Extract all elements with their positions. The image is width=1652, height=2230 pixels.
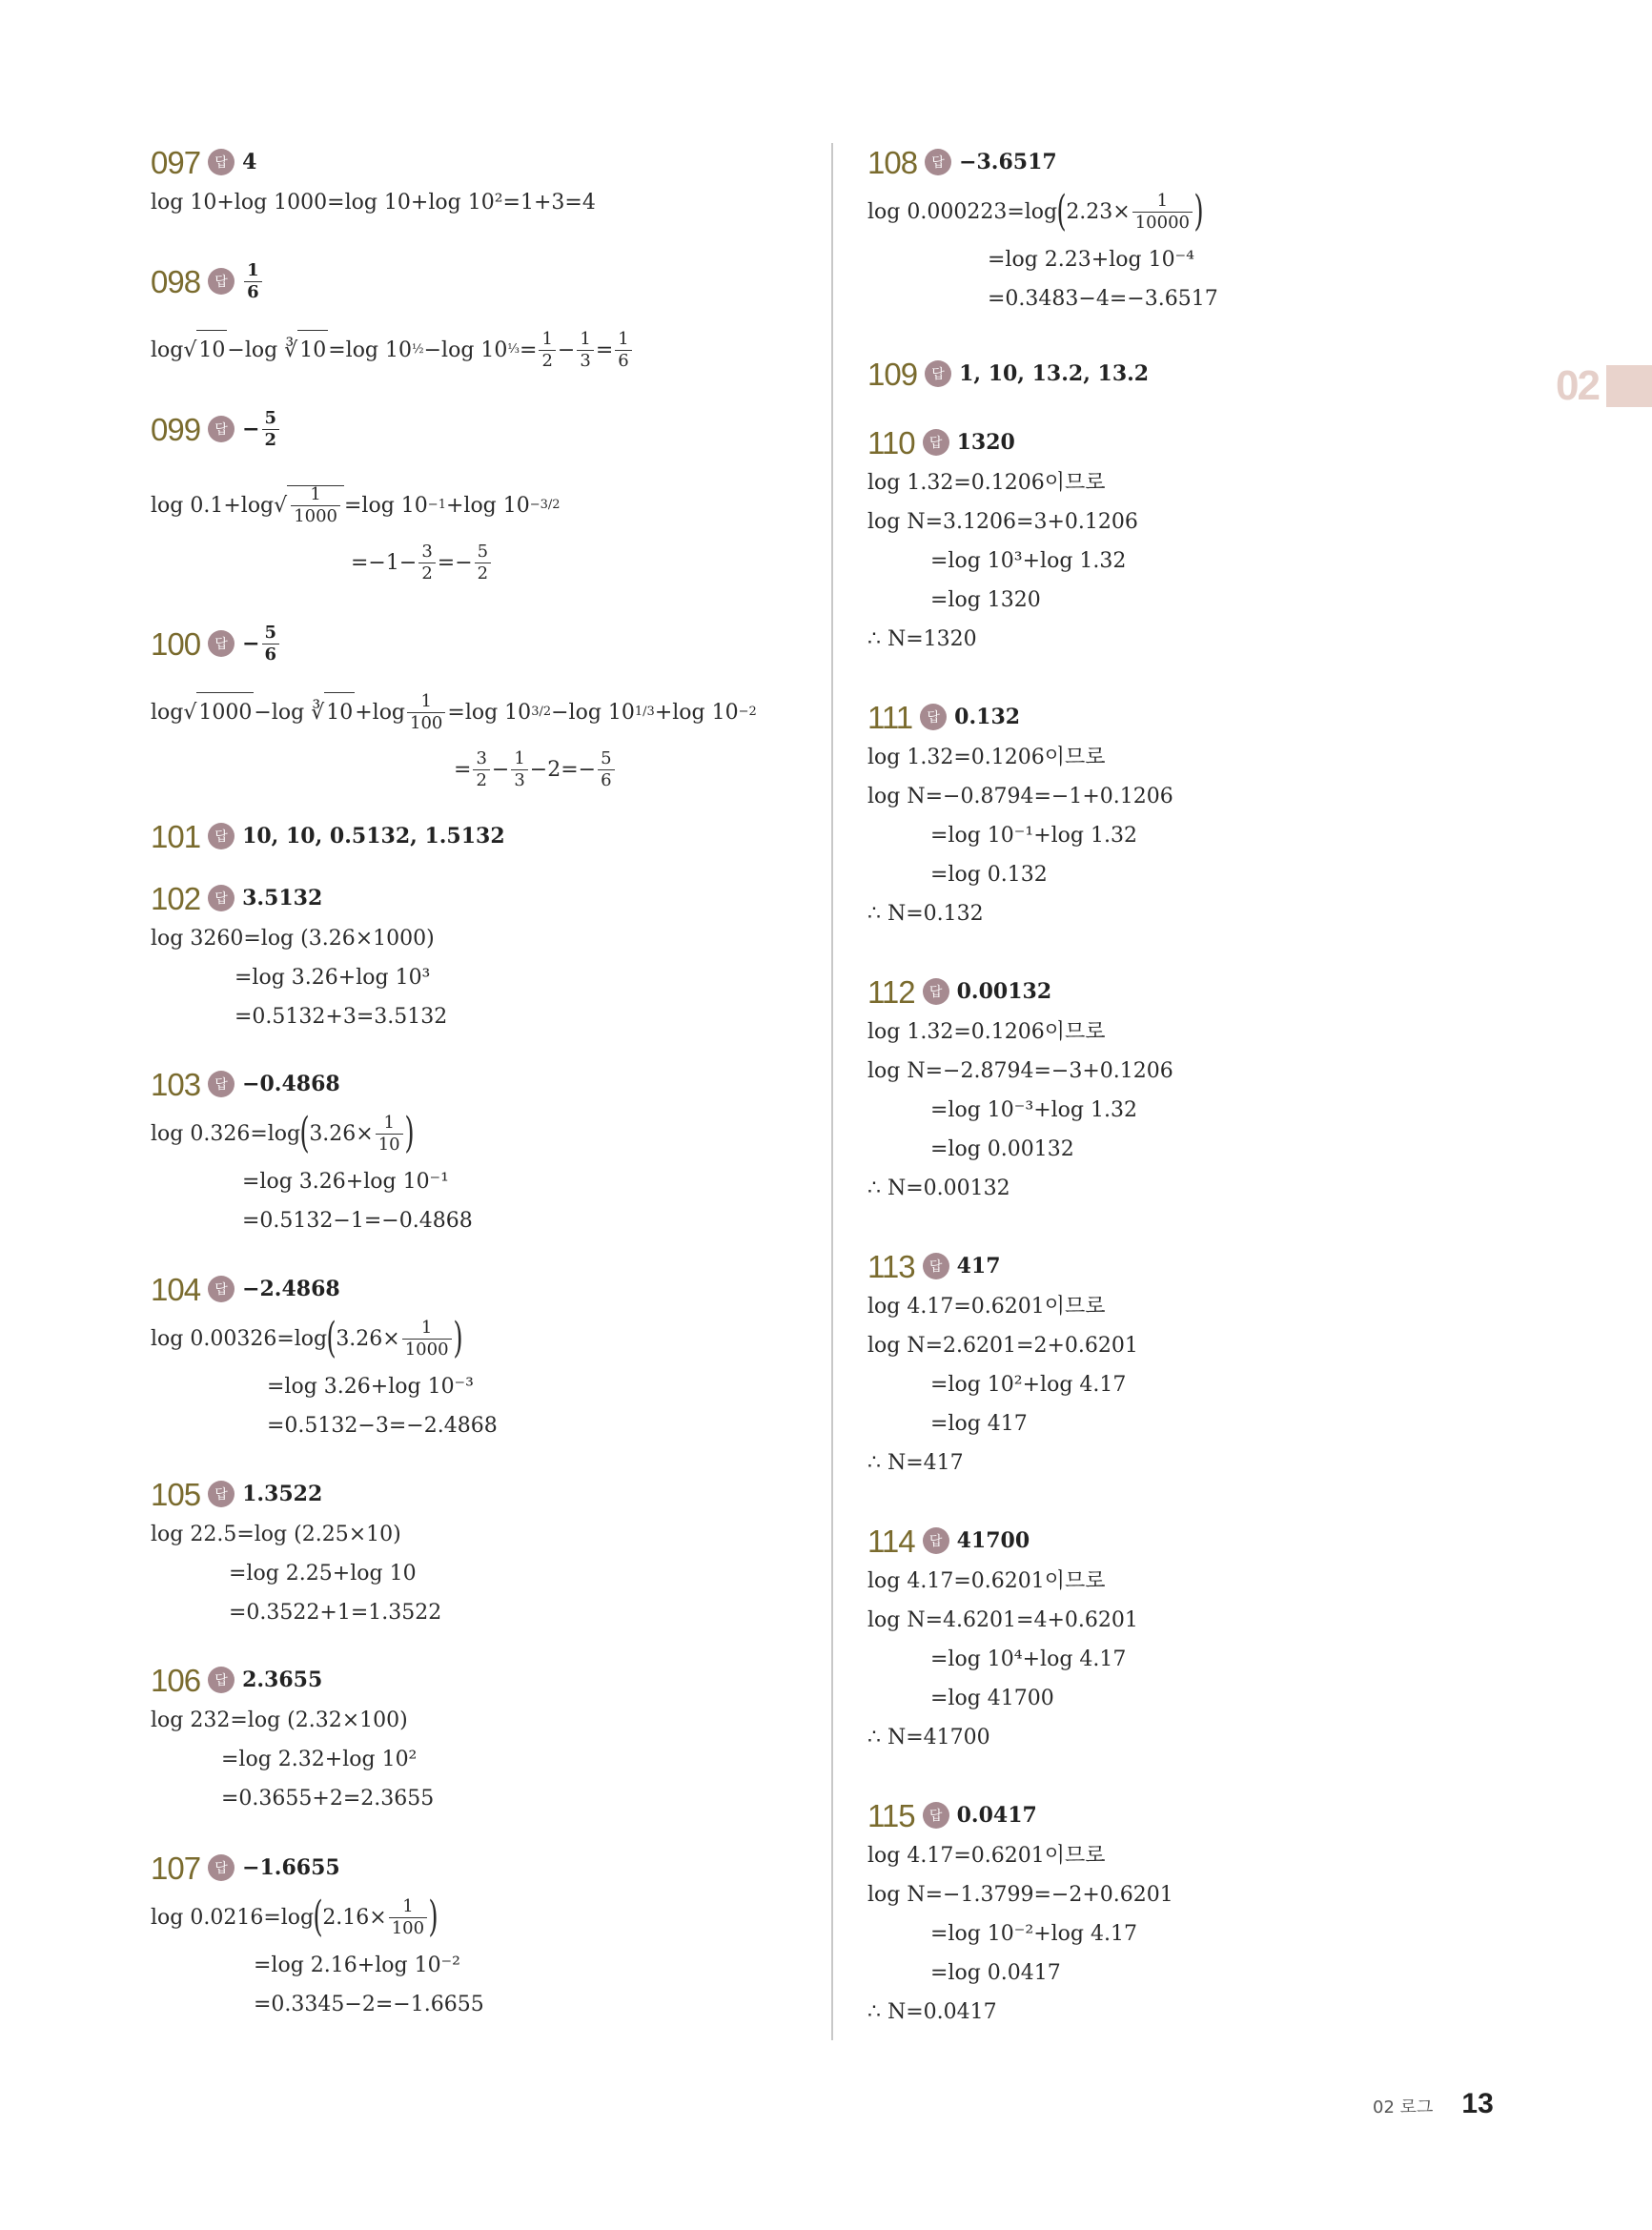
answer-badge: 답	[208, 1071, 235, 1097]
solution-line: =0.3655+2=2.3655	[221, 1787, 435, 1811]
answer: −2.4868	[242, 1277, 340, 1301]
answer-badge: 답	[208, 1276, 235, 1302]
answer: 1320	[956, 430, 1015, 455]
solution-line: log 1.32=0.1206이므로	[867, 471, 1106, 495]
answer-badge: 답	[925, 360, 951, 387]
solution-line: =log 10²+log 4.17	[930, 1373, 1127, 1397]
problem-number: 107	[151, 1850, 201, 1886]
problem-108	[867, 141, 1218, 318]
problem-number: 101	[151, 818, 201, 854]
solution-line: =log 417	[930, 1412, 1028, 1436]
answer-badge: 답	[208, 1481, 235, 1507]
problem-number: 115	[867, 1797, 915, 1833]
solution-line: log 4.17=0.6201이므로	[867, 1569, 1106, 1593]
problem-098	[151, 253, 634, 378]
problem-header	[151, 400, 561, 458]
problem-header	[867, 1245, 1138, 1287]
solution-line: =0.3483−4=−3.6517	[988, 287, 1218, 311]
solution-line: =0.5132−3=−2.4868	[267, 1414, 498, 1438]
solution-line: log 3260=log (3.26×1000)	[151, 927, 435, 951]
answer-badge: 답	[208, 823, 235, 849]
problem-header	[867, 421, 1138, 463]
problem-105	[151, 1473, 441, 1632]
problem-number: 103	[151, 1066, 201, 1102]
solution-line: log N=2.6201=2+0.6201	[867, 1334, 1138, 1358]
problem-number: 109	[867, 356, 918, 392]
solution-line: ∴ N=0.00132	[867, 1176, 1010, 1200]
problem-number: 108	[867, 144, 918, 180]
solution-line: ∴ N=1320	[867, 627, 977, 651]
solution-line: log N=3.1206=3+0.1206	[867, 510, 1138, 534]
answer: 3.5132	[242, 886, 323, 910]
answer: 2.3655	[242, 1667, 323, 1692]
solution-line: =log 2.16+log 10⁻²	[254, 1954, 460, 1977]
problem-header	[151, 141, 596, 183]
solution-line: log 10+log 1000=log 10+log 10²=1+3=4	[151, 191, 596, 215]
problem-102	[151, 877, 447, 1036]
solution-line: =−1− $\frac{3}{2}$ =− $\frac{5}{2}$	[151, 534, 561, 591]
chapter-tab	[1556, 362, 1652, 409]
problem-109	[867, 353, 1149, 395]
answer: 1, 10, 13.2, 13.2	[959, 361, 1150, 386]
answer: 0.0417	[956, 1803, 1037, 1828]
answer-badge: 답	[923, 1802, 949, 1829]
solution-line: log 1.32=0.1206이므로	[867, 746, 1106, 769]
solution-line: ∴ N=0.0417	[867, 2000, 997, 2024]
solution-line: =log 3.26+log 10⁻¹	[242, 1170, 449, 1194]
solution-line: log N=4.6201=4+0.6201	[867, 1608, 1138, 1632]
solution-line: log 232=log (2.32×100)	[151, 1708, 408, 1732]
answer-badge: 답	[208, 1667, 235, 1693]
problem-112	[867, 971, 1173, 1208]
solution-line: log N=−0.8794=−1+0.1206	[867, 785, 1173, 808]
solution-line: =log 10⁴+log 4.17	[930, 1647, 1127, 1671]
problem-header	[151, 877, 447, 919]
solution-line: =log 10³+log 1.32	[930, 549, 1127, 573]
answer-badge: 답	[208, 630, 235, 657]
problem-header	[151, 1659, 434, 1701]
answer-badge: 답	[923, 978, 949, 1005]
problem-header	[151, 815, 505, 857]
problem-header	[151, 1473, 441, 1515]
solution-line: log √ 10 −log ∛ 10 =log 10 ½ −log 10 ⅓ = $\frac{1}{2}$ − $\frac{1}{3}$ = $\frac{1}{6}$	[151, 321, 634, 378]
problem-header	[867, 353, 1149, 395]
answer-badge: 답	[923, 1527, 949, 1554]
problem-113	[867, 1245, 1138, 1483]
solution-line: log √ 1000 −log ∛ 10 +log $\frac{1}{100}$ =log 10 3/2 −log 10 1/3 +log 10 −2	[151, 690, 757, 733]
solution-line: = $\frac{3}{2}$ − $\frac{1}{3}$ −2=− $\frac{5}{6}$	[151, 741, 757, 798]
answer: 41700	[956, 1528, 1030, 1553]
solution-line: =log 41700	[930, 1687, 1054, 1710]
solution-line: log 0.326=log ( 3.26× $\frac{1}{10}$ )	[151, 1109, 415, 1157]
page-number: 13	[1461, 2088, 1494, 2119]
problem-number: 097	[151, 144, 201, 180]
problem-number: 105	[151, 1476, 201, 1512]
problem-header	[151, 615, 757, 672]
answer: −3.6517	[959, 150, 1057, 174]
chapter-tab-number: 02	[1556, 362, 1599, 409]
problem-header	[151, 253, 634, 310]
answer-badge: 답	[208, 416, 235, 442]
solution-line: =log 3.26+log 10³	[235, 966, 431, 990]
answer-badge: 답	[920, 704, 947, 730]
problem-099	[151, 400, 561, 591]
answer: −0.4868	[242, 1072, 340, 1096]
problem-header	[867, 1794, 1173, 1836]
problem-110	[867, 421, 1138, 659]
answer-badge: 답	[925, 149, 951, 175]
answer: 417	[956, 1254, 1001, 1279]
solution-line: =log 10⁻¹+log 1.32	[930, 824, 1137, 848]
answer: 4	[242, 150, 257, 174]
answer: − $\frac{5}{2}$	[242, 410, 281, 449]
problem-header	[151, 1268, 498, 1310]
solution-line: =0.3345−2=−1.6655	[254, 1993, 484, 2016]
solution-line: ∴ N=0.132	[867, 902, 984, 926]
footer-section-title: 02 로그	[1373, 2097, 1434, 2117]
answer: −1.6655	[242, 1855, 340, 1880]
sqrt: √ 10	[183, 330, 227, 370]
solution-line: ∴ N=41700	[867, 1726, 990, 1749]
page-footer	[1373, 2088, 1494, 2120]
answer	[242, 259, 264, 302]
solution-line: =log 3.26+log 10⁻³	[267, 1375, 474, 1399]
problem-number: 102	[151, 880, 201, 916]
problem-number: 104	[151, 1271, 201, 1307]
problem-106	[151, 1659, 434, 1818]
problem-number: 100	[151, 625, 201, 662]
problem-100	[151, 615, 757, 798]
problem-107	[151, 1847, 484, 2024]
answer: 1.3522	[242, 1482, 323, 1506]
problem-number: 099	[151, 411, 201, 447]
problem-header	[151, 1063, 473, 1105]
solution-line: =0.5132−1=−0.4868	[242, 1209, 473, 1233]
problem-number: 112	[867, 973, 915, 1010]
solution-line: =log 2.25+log 10	[229, 1562, 417, 1586]
answer-badge: 답	[923, 429, 949, 456]
answer-badge: 답	[208, 149, 235, 175]
problem-number: 098	[151, 263, 201, 299]
solution-line: =log 2.23+log 10⁻⁴	[988, 248, 1194, 272]
chapter-tab-bar	[1606, 365, 1652, 407]
answer-badge: 답	[208, 885, 235, 911]
answer-fraction: $\frac{1}{6}$	[244, 262, 262, 301]
solution-line: log 0.000223=log ( 2.23× $\frac{1}{10000}$ )	[867, 187, 1204, 235]
solution-line: =log 10⁻²+log 4.17	[930, 1922, 1137, 1946]
solution-line: =0.5132+3=3.5132	[235, 1005, 448, 1029]
problem-header	[867, 1520, 1138, 1562]
solution-line: log 4.17=0.6201이므로	[867, 1295, 1106, 1319]
answer-badge: 답	[923, 1253, 949, 1279]
solution-line: log 22.5=log (2.25×10)	[151, 1523, 401, 1546]
answer-badge: 답	[208, 1854, 235, 1881]
solution-line: =log 0.00132	[930, 1137, 1074, 1161]
problem-103	[151, 1063, 473, 1240]
problem-111	[867, 696, 1173, 933]
solution-line: =log 2.32+log 10²	[221, 1748, 418, 1771]
problem-number: 113	[867, 1248, 915, 1284]
problem-115	[867, 1794, 1173, 2032]
problem-number: 110	[867, 424, 915, 460]
answer-badge: 답	[208, 268, 235, 295]
problem-header	[151, 1847, 484, 1889]
solution-line: =log 0.0417	[930, 1961, 1061, 1985]
solution-line: log 0.0216=log ( 2.16× $\frac{1}{100}$ )	[151, 1892, 438, 1941]
problem-097	[151, 141, 596, 222]
solution-line: =0.3522+1=1.3522	[229, 1601, 442, 1625]
solution-line: log N=−2.8794=−3+0.1206	[867, 1059, 1173, 1083]
problem-header	[867, 696, 1173, 738]
answer: − $\frac{5}{6}$	[242, 624, 281, 664]
solution-line: ∴ N=417	[867, 1451, 964, 1475]
problem-number: 111	[867, 699, 913, 735]
answer: 0.132	[954, 705, 1021, 729]
problem-number: 106	[151, 1662, 201, 1698]
problem-104	[151, 1268, 498, 1445]
solution-line: log 0.1+log √ $\frac{1}{1000}$ =log 10 −1 +log 10 −3/2	[151, 484, 561, 527]
answer: 0.00132	[956, 979, 1052, 1004]
solution-line: log N=−1.3799=−2+0.6201	[867, 1883, 1173, 1907]
solution-line: log 0.00326=log ( 3.26× $\frac{1}{1000}$ )	[151, 1314, 463, 1362]
column-divider	[831, 143, 833, 2040]
problem-header	[867, 141, 1218, 183]
problem-header	[867, 971, 1173, 1013]
problem-101	[151, 815, 505, 857]
solution-line: =log 0.132	[930, 863, 1048, 887]
answer: 10, 10, 0.5132, 1.5132	[242, 824, 505, 849]
solution-line: log 1.32=0.1206이므로	[867, 1020, 1106, 1044]
problem-114	[867, 1520, 1138, 1757]
solution-line: =log 1320	[930, 588, 1041, 612]
problem-number: 114	[867, 1523, 915, 1559]
solution-line: log 4.17=0.6201이므로	[867, 1844, 1106, 1868]
solution-line: =log 10⁻³+log 1.32	[930, 1098, 1137, 1122]
